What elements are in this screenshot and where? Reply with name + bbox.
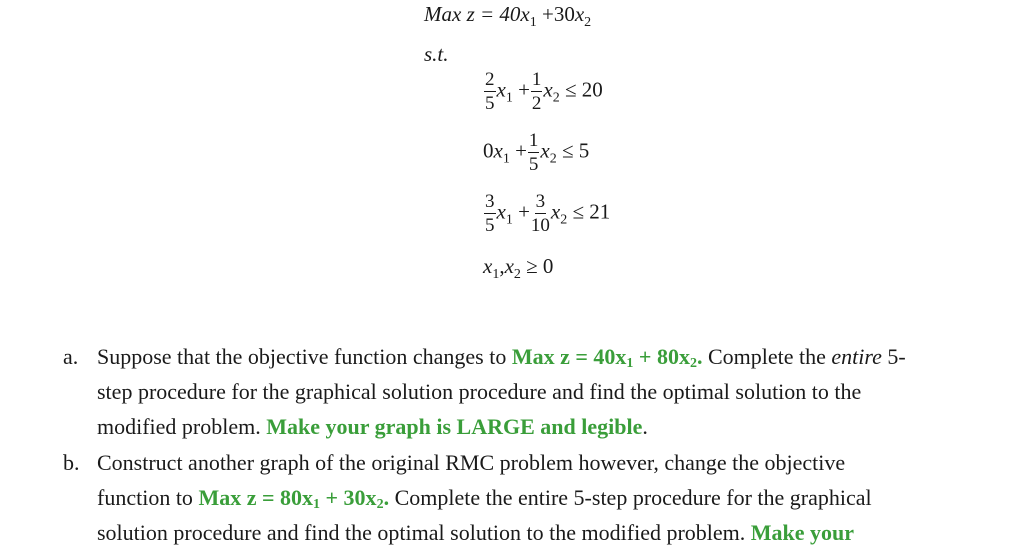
sub-2: 2 xyxy=(584,15,592,30)
highlight-make-your: Make your xyxy=(750,520,855,545)
max-label: Max xyxy=(424,2,462,26)
constraint-rhs: ≤ 20 xyxy=(565,77,603,102)
fraction-coef-1: $\frac{3}{5}$ xyxy=(485,191,495,236)
var-x2: x xyxy=(574,2,585,26)
item-marker-a: a. xyxy=(63,344,79,369)
constraint-rhs: ≤ 21 xyxy=(572,199,611,224)
item-b-line-2: function to Max z = 80x1 + 30x2. Complete the entire 5-step procedure for the graphical xyxy=(97,485,872,512)
fraction-coef-2: $\frac{3}{10}$ xyxy=(530,191,550,236)
nonnegativity-constraint: $x_1,x_2 \ge 0$ xyxy=(483,254,554,282)
subject-to-label: s.t. xyxy=(424,42,449,66)
item-a-line-3: modified problem. Make your graph is LARGE and legible. xyxy=(97,414,648,439)
constraint-3: $\frac{3}{5}$ $x_1$ + $\frac{3}{10}$ $x_2 \le 21$ xyxy=(485,191,611,236)
objective-function xyxy=(424,2,591,31)
constraint-1: $\frac{2}{5}$ $x_1$ + $\frac{1}{2}$ $x_2 \le 20$ xyxy=(485,69,603,114)
objective-z-eq: z = 40 xyxy=(466,2,521,26)
objective-plus-term: +30 xyxy=(542,2,575,26)
item-a-line-1: Suppose that the objective function changes to Max z = 40x1 + 80x2. Complete the entire 5- xyxy=(97,344,906,371)
item-marker-b: b. xyxy=(63,450,80,475)
highlight-graph-instruction: Make your graph is LARGE and legible xyxy=(266,414,643,439)
highlight-objective-b: Max z = 80x1 + 30x2. xyxy=(198,485,390,512)
item-b-line-3: solution procedure and find the optimal solution to the modified problem. Make your xyxy=(97,520,855,545)
item-a-line-2: step procedure for the graphical solution procedure and find the optimal solution to the xyxy=(97,379,862,404)
var-x1: x xyxy=(520,2,530,26)
highlight-objective-a: Max z = 40x1 + 80x2. xyxy=(511,344,703,371)
fraction-coef-2: $\frac{1}{2}$ xyxy=(531,69,542,114)
constraint-2: $0x_1$ + $\frac{1}{5}$ $x_2 \le 5$ xyxy=(483,130,590,175)
constraint-rhs: ≤ 5 xyxy=(562,138,590,163)
item-b-line-1: Construct another graph of the original RMC problem however, change the objective xyxy=(97,450,846,475)
fraction-coef-1: $\frac{2}{5}$ xyxy=(485,69,495,114)
sub-1: 1 xyxy=(529,15,537,30)
fraction-coef-2: $\frac{1}{5}$ xyxy=(528,130,539,175)
